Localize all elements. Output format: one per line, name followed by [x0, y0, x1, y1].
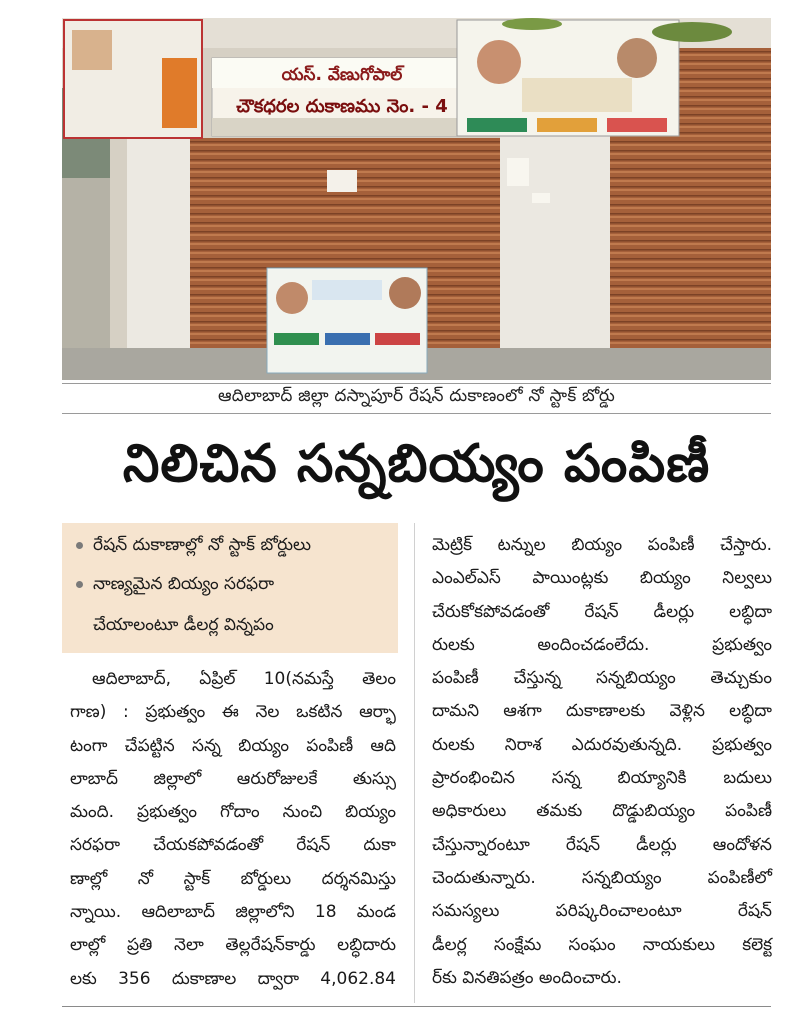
article-line: మెట్రిక్ టన్నుల బియ్యం పంపిణీ చేస్తారు.	[432, 535, 772, 555]
highlight-item-continued: చేయాలంటూ డీలర్ల విన్నపం	[93, 615, 274, 635]
article-line: అధికారులు తమకు దొడ్డుబియ్యం పంపిణీ	[432, 801, 772, 822]
bullet-icon	[76, 581, 83, 588]
article-line: ర్‌కు వినతిపత్రం అందించారు.	[432, 967, 622, 988]
signboard-line1: యస్. వేణుగోపాల్	[281, 65, 403, 85]
article-line: లకు 356 దుకాణాల ద్వారా 4,062.84	[70, 968, 396, 989]
highlights-box	[62, 523, 398, 653]
article-line: లాల్లో ప్రతి నెలా తెల్లరేషన్‌కార్డు లబ్ధిదారు	[70, 935, 396, 956]
article-line: టంగా చేపట్టిన సన్న బియ్యం పంపిణీ ఆది	[70, 735, 396, 756]
article-line: రులకు నిరాశ ఎదురవుతున్నది. ప్రభుత్వం	[432, 734, 772, 755]
article-line: ణాల్లో నో స్టాక్ బోర్డులు దర్శనమిస్తు	[70, 868, 396, 889]
headline: నిలిచిన సన్నబియ్యం పంపిణీ	[122, 434, 711, 494]
signboard-line2: చౌకధరల దుకాణము నెం. - 4	[236, 96, 448, 117]
article-line: దామని ఆశగా దుకాణాలకు వెళ్లిన లబ్ధిదా	[432, 701, 772, 722]
caption-top-rule	[62, 383, 771, 384]
article-line: సరఫరా చేయకపోవడంతో రేషన్ దుకా	[70, 835, 396, 856]
highlight-item: రేషన్ దుకాణాల్లో నో స్టాక్ బోర్డులు	[76, 535, 311, 559]
article-line: ఎంఎల్ఎస్ పాయింట్లకు బియ్యం నిల్వలు	[432, 568, 772, 589]
article-line: ఆదిలాబాద్, ఏప్రిల్ 10(నమస్తే తెలం	[92, 669, 396, 689]
article-line: చేస్తున్నారంటూ రేషన్ డీలర్లు ఆందోళన	[432, 834, 772, 855]
column-divider	[414, 523, 415, 1003]
article-line: మంది. ప్రభుత్వం గోదాం నుంచి బియ్యం	[70, 802, 396, 823]
article-line: చేరుకోకపోవడంతో రేషన్ డీలర్లు లబ్ధిదా	[432, 601, 772, 622]
bullet-icon	[76, 542, 83, 549]
article-line: డీలర్ల సంక్షేమ సంఘం నాయకులు కలెక్ట	[432, 934, 772, 955]
ration-shop-photo	[62, 18, 771, 380]
news-photo	[62, 18, 771, 380]
photo-caption: ఆదిలాబాద్ జిల్లా దస్నాపూర్ రేషన్ దుకాణంలో నో స్టాక్ బోర్డు	[217, 386, 615, 406]
caption-bottom-rule	[62, 413, 771, 414]
bottom-rule	[62, 1006, 771, 1007]
article-line: పంపిణీ చేస్తున్న సన్నబియ్యం తెచ్చుకుం	[432, 668, 772, 689]
article-line: గాణ) : ప్రభుత్వం ఈ నెల ఒకటిన ఆర్భా	[70, 702, 396, 723]
article-line: ప్రారంభించిన సన్న బియ్యానికి బదులు	[432, 768, 772, 789]
article-column-right	[432, 529, 772, 995]
article-line: సమస్యలు పరిష్కరించాలంటూ రేషన్	[432, 901, 772, 922]
article-line: లాబాద్ జిల్లాలో ఆరురోజులకే తుస్సు	[70, 768, 396, 789]
highlight-item: నాణ్యమైన బియ్యం సరఫరా	[76, 574, 274, 598]
article-line: చెందుతున్నారు. సన్నబియ్యం పంపిణీలో	[432, 867, 772, 888]
article-line: న్నాయి. ఆదిలాబాద్ జిల్లాలోని 18 మండ	[70, 902, 396, 923]
article-line: రులకు అందించడంలేదు. ప్రభుత్వం	[432, 634, 772, 655]
article-column-left	[70, 663, 396, 996]
